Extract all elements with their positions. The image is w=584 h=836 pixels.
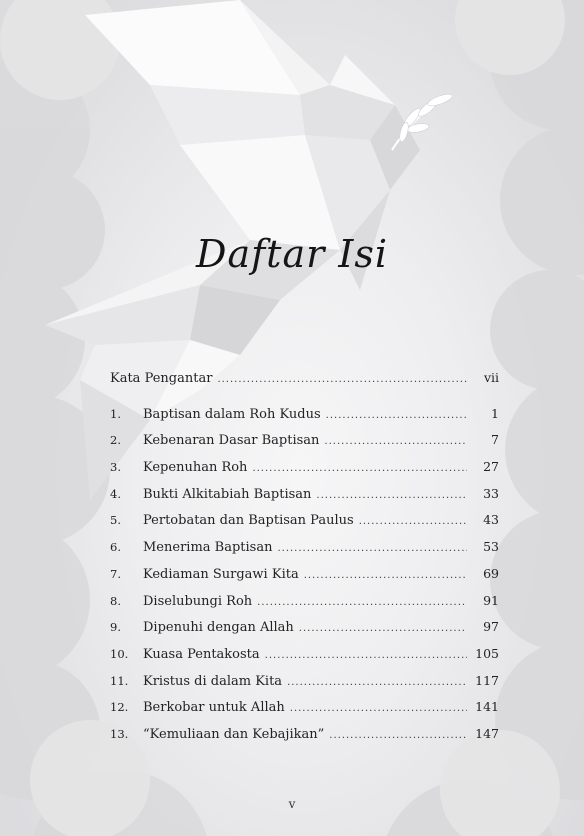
toc-entry-preface[interactable]	[110, 370, 499, 397]
toc-entry[interactable]	[110, 699, 499, 726]
dot-leader	[304, 570, 467, 581]
toc-entry-page: 91	[483, 592, 499, 608]
toc-entry-number: 10.	[110, 646, 129, 661]
toc-entry[interactable]	[110, 432, 499, 459]
toc-entry[interactable]	[110, 486, 499, 513]
toc-entry[interactable]	[110, 673, 499, 700]
dot-leader	[265, 650, 467, 661]
page-number: v	[288, 797, 296, 811]
toc-entry-page: 147	[475, 725, 499, 741]
dot-leader	[217, 374, 467, 385]
toc-entry-number: 6.	[110, 540, 121, 555]
toc-entry-number: 13.	[110, 726, 129, 741]
dot-leader	[359, 516, 467, 527]
toc-entry[interactable]	[110, 593, 499, 620]
toc-entry-label: Bukti Alkitabiah Baptisan	[143, 486, 312, 502]
toc-entry-label: Menerima Baptisan	[143, 540, 273, 556]
toc-entry-page: 117	[475, 672, 499, 688]
dot-leader	[277, 543, 467, 554]
toc-entry-number: 3.	[110, 460, 121, 475]
toc-entry-label: Berkobar untuk Allah	[143, 700, 285, 716]
dot-leader	[257, 597, 467, 608]
toc-entry-label: Diselubungi Roh	[143, 593, 253, 609]
toc-entry-page: 97	[483, 619, 499, 635]
toc-entry[interactable]	[110, 459, 499, 486]
toc-entry-page: vii	[483, 370, 499, 385]
toc-entry-page: 27	[483, 459, 499, 475]
dot-leader	[287, 677, 467, 688]
toc-entry-page: 69	[483, 565, 499, 581]
toc-entry-page: 105	[475, 645, 499, 661]
toc-entry-number: 4.	[110, 486, 121, 501]
toc-entry-number: 5.	[110, 513, 121, 528]
toc-entry-label: Baptisan dalam Roh Kudus	[143, 406, 321, 422]
toc-entry-page: 43	[483, 512, 499, 528]
toc-entry-page: 7	[491, 432, 499, 448]
toc-entry[interactable]	[110, 566, 499, 593]
toc-entry-number: 2.	[110, 433, 121, 448]
toc-entry-number: 1.	[110, 406, 121, 421]
toc-entry[interactable]	[110, 646, 499, 673]
toc-entry-page: 33	[483, 485, 499, 501]
toc-entry[interactable]	[110, 539, 499, 566]
toc-entry-label: Kristus di dalam Kita	[143, 673, 283, 689]
dot-leader	[329, 730, 467, 741]
toc-entry-number: 7.	[110, 566, 121, 581]
toc-entry[interactable]	[110, 726, 499, 753]
dot-leader	[252, 463, 467, 474]
toc-entry-number: 9.	[110, 620, 121, 635]
toc-entry-page: 1	[491, 405, 499, 421]
dot-leader	[326, 410, 467, 421]
toc-entry-label: Pertobatan dan Baptisan Paulus	[143, 513, 354, 529]
toc-entry-label: Kepenuhan Roh	[143, 460, 248, 476]
toc-entry-label: Kata Pengantar	[110, 371, 213, 386]
dot-leader	[290, 703, 467, 714]
dot-leader	[324, 436, 467, 447]
toc-entry-label: Kuasa Pentakosta	[143, 646, 260, 662]
toc-entry-label: Kediaman Surgawi Kita	[143, 566, 299, 582]
toc-entry-page: 141	[475, 699, 499, 715]
toc-entry[interactable]	[110, 406, 499, 433]
toc-entry-number: 8.	[110, 593, 121, 608]
page-title: Daftar Isi	[195, 232, 389, 276]
table-of-contents	[110, 370, 499, 753]
toc-entry[interactable]	[110, 619, 499, 646]
toc-entry-page: 53	[483, 539, 499, 555]
toc-entry-label: “Kemuliaan dan Kebajikan”	[143, 726, 325, 742]
toc-entry[interactable]	[110, 512, 499, 539]
toc-entry-number: 12.	[110, 700, 129, 715]
toc-entry-label: Kebenaran Dasar Baptisan	[143, 433, 320, 449]
dot-leader	[299, 623, 467, 634]
dot-leader	[316, 490, 467, 501]
toc-entry-label: Dipenuhi dengan Allah	[143, 620, 294, 636]
toc-entry-number: 11.	[110, 673, 129, 688]
